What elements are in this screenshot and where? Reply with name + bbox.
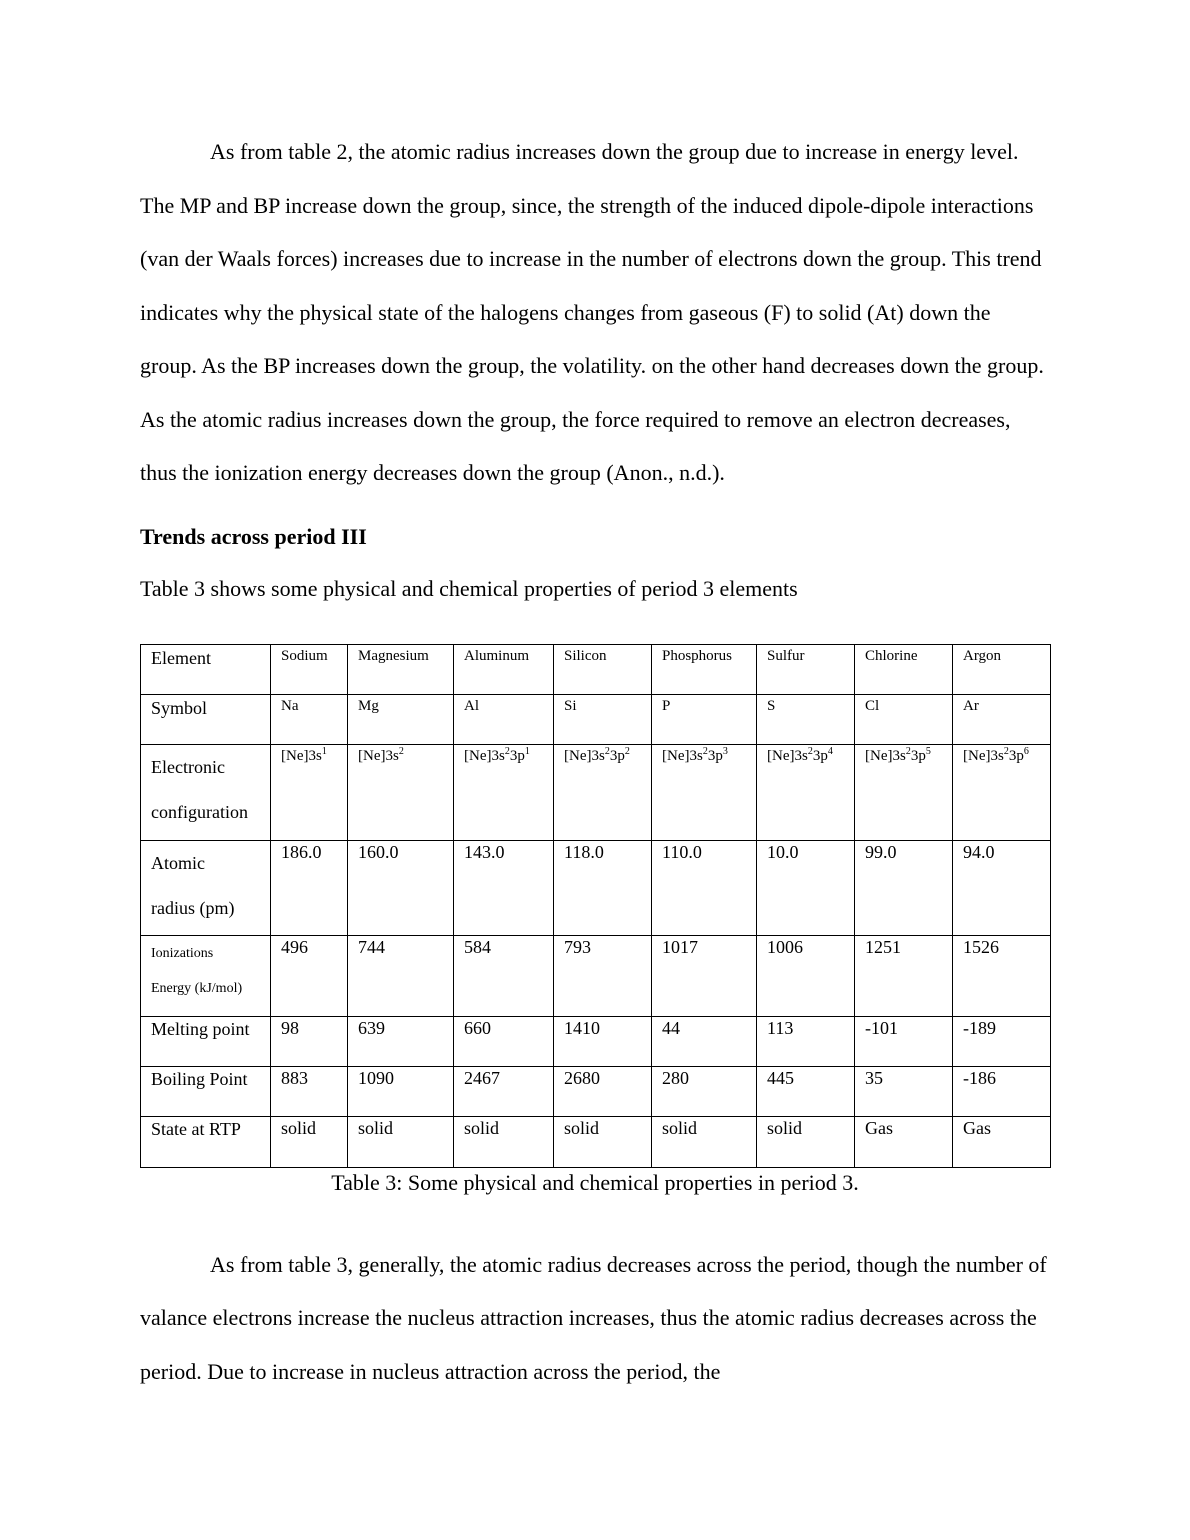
row-label-symbol: Symbol (141, 694, 271, 744)
config-cell (855, 744, 953, 840)
boiling-cell: 35 (855, 1066, 953, 1116)
boiling-cell: 2467 (454, 1066, 554, 1116)
boiling-cell: 445 (757, 1066, 855, 1116)
boiling-cell: 2680 (554, 1066, 652, 1116)
config-cell (271, 744, 348, 840)
element-cell: Magnesium (348, 644, 454, 694)
radius-cell: 99.0 (855, 840, 953, 935)
ionization-cell: 1251 (855, 935, 953, 1016)
config-superscript: 2 (1003, 745, 1009, 757)
config-cell (348, 744, 454, 840)
boiling-cell: 1090 (348, 1066, 454, 1116)
config-base: [Ne]3s (662, 747, 703, 764)
element-cell: Aluminum (454, 644, 554, 694)
config-p-orbital: 3p (910, 747, 926, 764)
symbol-cell: Ar (953, 694, 1051, 744)
melting-cell: -101 (855, 1016, 953, 1066)
config-p-orbital: 3p (609, 747, 625, 764)
row-label-line: Electronic (151, 756, 225, 777)
row-label-state: State at RTP (141, 1116, 271, 1167)
config-p-orbital: 3p (1008, 747, 1024, 764)
row-label-line: Atomic (151, 852, 205, 873)
config-cell (757, 744, 855, 840)
row-label-boiling-point: Boiling Point (141, 1066, 271, 1116)
boiling-cell: -186 (953, 1066, 1051, 1116)
table-row-configuration (141, 744, 1051, 840)
symbol-cell: Na (271, 694, 348, 744)
config-base: [Ne]3s (564, 747, 605, 764)
config-base: [Ne]3s (464, 747, 505, 764)
state-cell: Gas (855, 1116, 953, 1167)
ionization-cell: 584 (454, 935, 554, 1016)
state-cell: solid (554, 1116, 652, 1167)
melting-cell: 1410 (554, 1016, 652, 1066)
state-cell: solid (652, 1116, 757, 1167)
state-cell: solid (271, 1116, 348, 1167)
config-base: [Ne]3s (963, 747, 1004, 764)
config-cell (652, 744, 757, 840)
table-row-ionization-energy (141, 935, 1051, 1016)
ionization-cell: 744 (348, 935, 454, 1016)
symbol-cell: S (757, 694, 855, 744)
ionization-cell: 793 (554, 935, 652, 1016)
config-cell (454, 744, 554, 840)
config-superscript: 2 (702, 745, 708, 757)
element-cell: Chlorine (855, 644, 953, 694)
state-cell: solid (454, 1116, 554, 1167)
radius-cell: 186.0 (271, 840, 348, 935)
table-row-atomic-radius (141, 840, 1051, 935)
element-cell: Silicon (554, 644, 652, 694)
config-cell (953, 744, 1051, 840)
config-superscript: 3 (722, 745, 728, 757)
melting-cell: 113 (757, 1016, 855, 1066)
symbol-cell: P (652, 694, 757, 744)
table-row-symbol (141, 694, 1051, 744)
config-p-orbital: 3p (812, 747, 828, 764)
boiling-cell: 280 (652, 1066, 757, 1116)
melting-cell: 44 (652, 1016, 757, 1066)
section-heading: Trends across period III (140, 523, 367, 549)
row-label-element: Element (141, 644, 271, 694)
config-p-orbital: 3p (509, 747, 525, 764)
ionization-cell: 1006 (757, 935, 855, 1016)
melting-cell: 639 (348, 1016, 454, 1066)
config-cell (554, 744, 652, 840)
state-cell: solid (348, 1116, 454, 1167)
row-label-line: configuration (151, 801, 248, 822)
element-cell: Phosphorus (652, 644, 757, 694)
symbol-cell: Si (554, 694, 652, 744)
radius-cell: 118.0 (554, 840, 652, 935)
radius-cell: 143.0 (454, 840, 554, 935)
config-superscript: 2 (604, 745, 610, 757)
document-page (140, 125, 1050, 1398)
radius-cell: 10.0 (757, 840, 855, 935)
config-superscript: 2 (624, 745, 630, 757)
config-p-orbital: 3p (707, 747, 723, 764)
radius-cell: 94.0 (953, 840, 1051, 935)
melting-cell: 660 (454, 1016, 554, 1066)
element-cell: Sodium (271, 644, 348, 694)
paragraph-halogen-trends: As from table 2, the atomic radius increases down the group due to increase in energy level. The MP and BP increase down the group, since, the strength of the induced dipole-dipole interactions (van der Waals forces) increases due to increase in the number of electrons down the group. This trend indicates why the physical state of the halogens changes from gaseous (F) to solid (At) down the group. As the BP increases down the group, the volatility. on the other hand decreases down the group. As the atomic radius increases down the group, the force required to remove an electron decreases, thus the ionization energy decreases down the group (Anon., n.d.). (140, 139, 1044, 485)
config-superscript: 2 (398, 745, 404, 757)
row-label-line: radius (pm) (151, 897, 235, 918)
config-superscript: 5 (925, 745, 931, 757)
config-superscript: 4 (827, 745, 833, 757)
table-row-state (141, 1116, 1051, 1167)
config-superscript: 1 (321, 745, 327, 757)
table-caption: Table 3: Some physical and chemical properties in period 3. (331, 1169, 859, 1195)
state-cell: Gas (953, 1116, 1051, 1167)
row-label-atomic-radius (141, 840, 271, 935)
melting-cell: 98 (271, 1016, 348, 1066)
boiling-cell: 883 (271, 1066, 348, 1116)
config-base: [Ne]3s (358, 747, 399, 764)
symbol-cell: Mg (348, 694, 454, 744)
config-superscript: 1 (524, 745, 530, 757)
row-label-line: Ionizations (151, 945, 214, 961)
config-superscript: 2 (905, 745, 911, 757)
config-superscript: 6 (1023, 745, 1029, 757)
paragraph-period-trends: As from table 3, generally, the atomic radius decreases across the period, though the number of valance electrons increase the nucleus attraction increases, thus the atomic radius decreases across the period. Due to increase in nucleus attraction across the period, the (140, 1251, 1047, 1384)
symbol-cell: Al (454, 694, 554, 744)
config-base: [Ne]3s (865, 747, 906, 764)
row-label-line: Energy (kJ/mol) (151, 980, 243, 996)
ionization-cell: 1017 (652, 935, 757, 1016)
ionization-cell: 1526 (953, 935, 1051, 1016)
radius-cell: 160.0 (348, 840, 454, 935)
element-cell: Argon (953, 644, 1051, 694)
ionization-cell: 496 (271, 935, 348, 1016)
row-label-melting-point: Melting point (141, 1016, 271, 1066)
state-cell: solid (757, 1116, 855, 1167)
symbol-cell: Cl (855, 694, 953, 744)
config-superscript: 2 (504, 745, 510, 757)
config-superscript: 2 (807, 745, 813, 757)
melting-cell: -189 (953, 1016, 1051, 1066)
table-row-melting-point (141, 1016, 1051, 1066)
row-label-ionization-energy (141, 935, 271, 1016)
table-intro-sentence: Table 3 shows some physical and chemical properties of period 3 elements (140, 575, 798, 601)
period3-properties-table (140, 644, 1051, 1168)
config-base: [Ne]3s (281, 747, 322, 764)
radius-cell: 110.0 (652, 840, 757, 935)
row-label-configuration (141, 744, 271, 840)
table-row-boiling-point (141, 1066, 1051, 1116)
table-row-element (141, 644, 1051, 694)
config-base: [Ne]3s (767, 747, 808, 764)
element-cell: Sulfur (757, 644, 855, 694)
